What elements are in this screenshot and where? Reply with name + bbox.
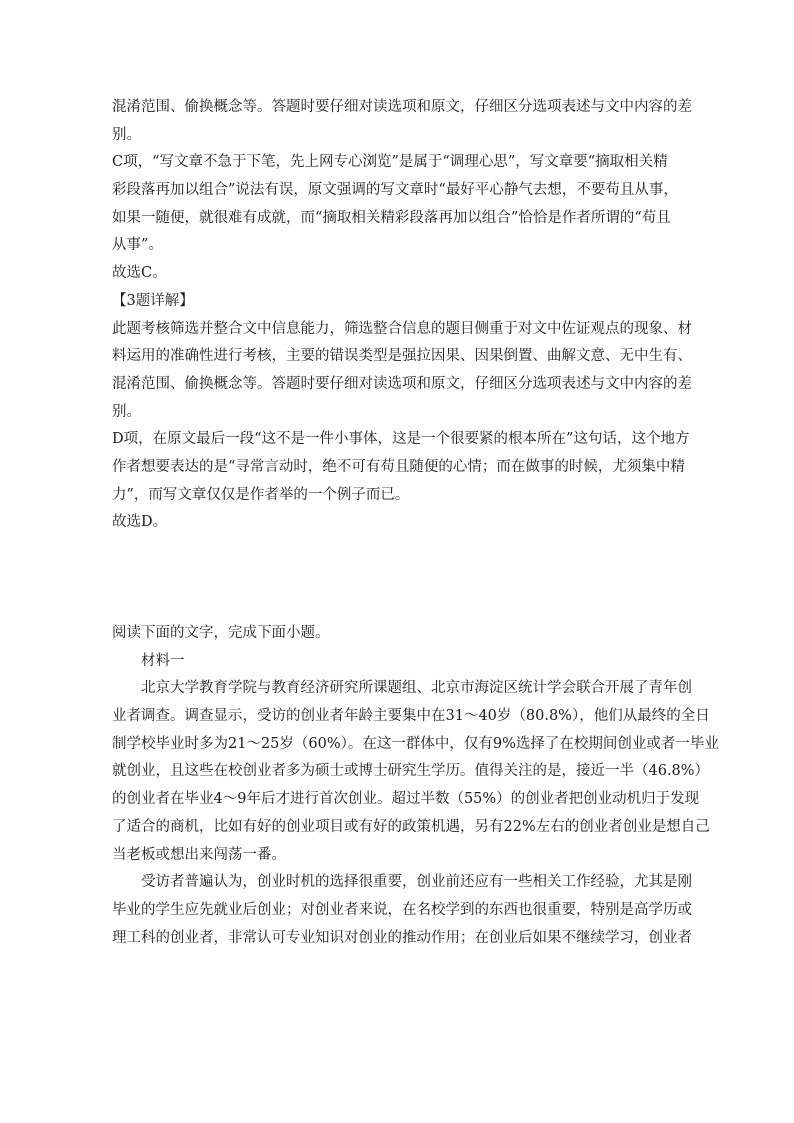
text-line: 受访者普遍认为，创业时机的选择很重要，创业前还应有一些相关工作经验，尤其是刚 — [141, 874, 692, 891]
section-gap — [112, 537, 684, 620]
text-line: 如果一随便，就很难有成就，而“摘取相关精彩段落再加以组合”恰恰是作者所谓的“苟且 — [112, 209, 671, 226]
text-line: 北京大学教育学院与教育经济研究所课题组、北京市海淀区统计学会联合开展了青年创 — [141, 680, 692, 697]
reading-section — [112, 620, 719, 952]
paragraph-2 — [112, 869, 692, 952]
text-line: 别。 — [112, 126, 141, 143]
text-line: 就创业，且这些在校创业者多为硕士或博士研究生学历。值得关注的是，接近一半（46.8%） — [112, 763, 710, 780]
text-line: 作者想要表达的是“寻常言动时，绝不可有苟且随便的心情；而在做事的时候，尤须集中精 — [112, 458, 685, 475]
text-line: 制学校毕业时多为21～25岁（60%）。在这一群体中，仅有9%选择了在校期间创业或者一毕业 — [112, 735, 719, 752]
text-line: 业者调查。调查显示，受访的创业者年龄主要集中在31～40岁（80.8%），他们从最终的全日 — [112, 708, 710, 725]
text-line: 彩段落再加以组合”说法有误，原文强调的写文章时“最好平心静气去想，不要苟且从事， — [112, 182, 678, 199]
text-line: 当老板或想出来闯荡一番。 — [112, 846, 286, 863]
text-line: 此题考核筛选并整合文中信息能力，筛选整合信息的题目侧重于对文中佐证观点的现象、材 — [112, 320, 692, 337]
text-line: 了适合的商机，比如有好的创业项目或有好的政策机遇，另有22%左右的创业者创业是想自己 — [112, 818, 710, 835]
text-line: 别。 — [112, 403, 141, 420]
text-line: C项，“写文章不急于下笔，先上网专心浏览”是属于“调理心思”，写文章要“摘取相关精 — [112, 154, 668, 171]
question-3-heading: 【3题详解】 — [112, 292, 194, 309]
answer-choice-c: 故选C。 — [112, 265, 167, 282]
text-line: 毕业的学生应先就业后创业；对创业者来说，在名校学到的东西也很重要，特别是高学历或 — [112, 901, 692, 918]
text-line: 从事”。 — [112, 237, 163, 254]
text-line: 的创业者在毕业4～9年后才进行首次创业。超过半数（55%）的创业者把创业动机归于发现 — [112, 791, 700, 808]
paragraph-1 — [112, 675, 719, 869]
material-title: 材料一 — [141, 652, 185, 669]
text-line: 力”，而写文章仅仅是作者举的一个例子而已。 — [112, 486, 410, 503]
text-line: D项，在原文最后一段“这不是一件小事体，这是一个很要紧的根本所在”这句话，这个地方 — [112, 431, 690, 448]
document-page — [112, 94, 719, 952]
answer-explanation-section — [112, 94, 692, 537]
text-line: 混淆范围、偷换概念等。答题时要仔细对读选项和原文，仔细区分选项表述与文中内容的差 — [112, 375, 692, 392]
answer-choice-d: 故选D。 — [112, 514, 168, 531]
text-line: 料运用的准确性进行考核，主要的错误类型是强拉因果、因果倒置、曲解文意、无中生有、 — [112, 348, 692, 365]
text-line: 理工科的创业者，非常认可专业知识对创业的推动作用；在创业后如果不继续学习，创业者 — [112, 929, 692, 946]
reading-instruction: 阅读下面的文字，完成下面小题。 — [112, 625, 330, 641]
text-line: 混淆范围、偷换概念等。答题时要仔细对读选项和原文，仔细区分选项表述与文中内容的差 — [112, 99, 692, 115]
